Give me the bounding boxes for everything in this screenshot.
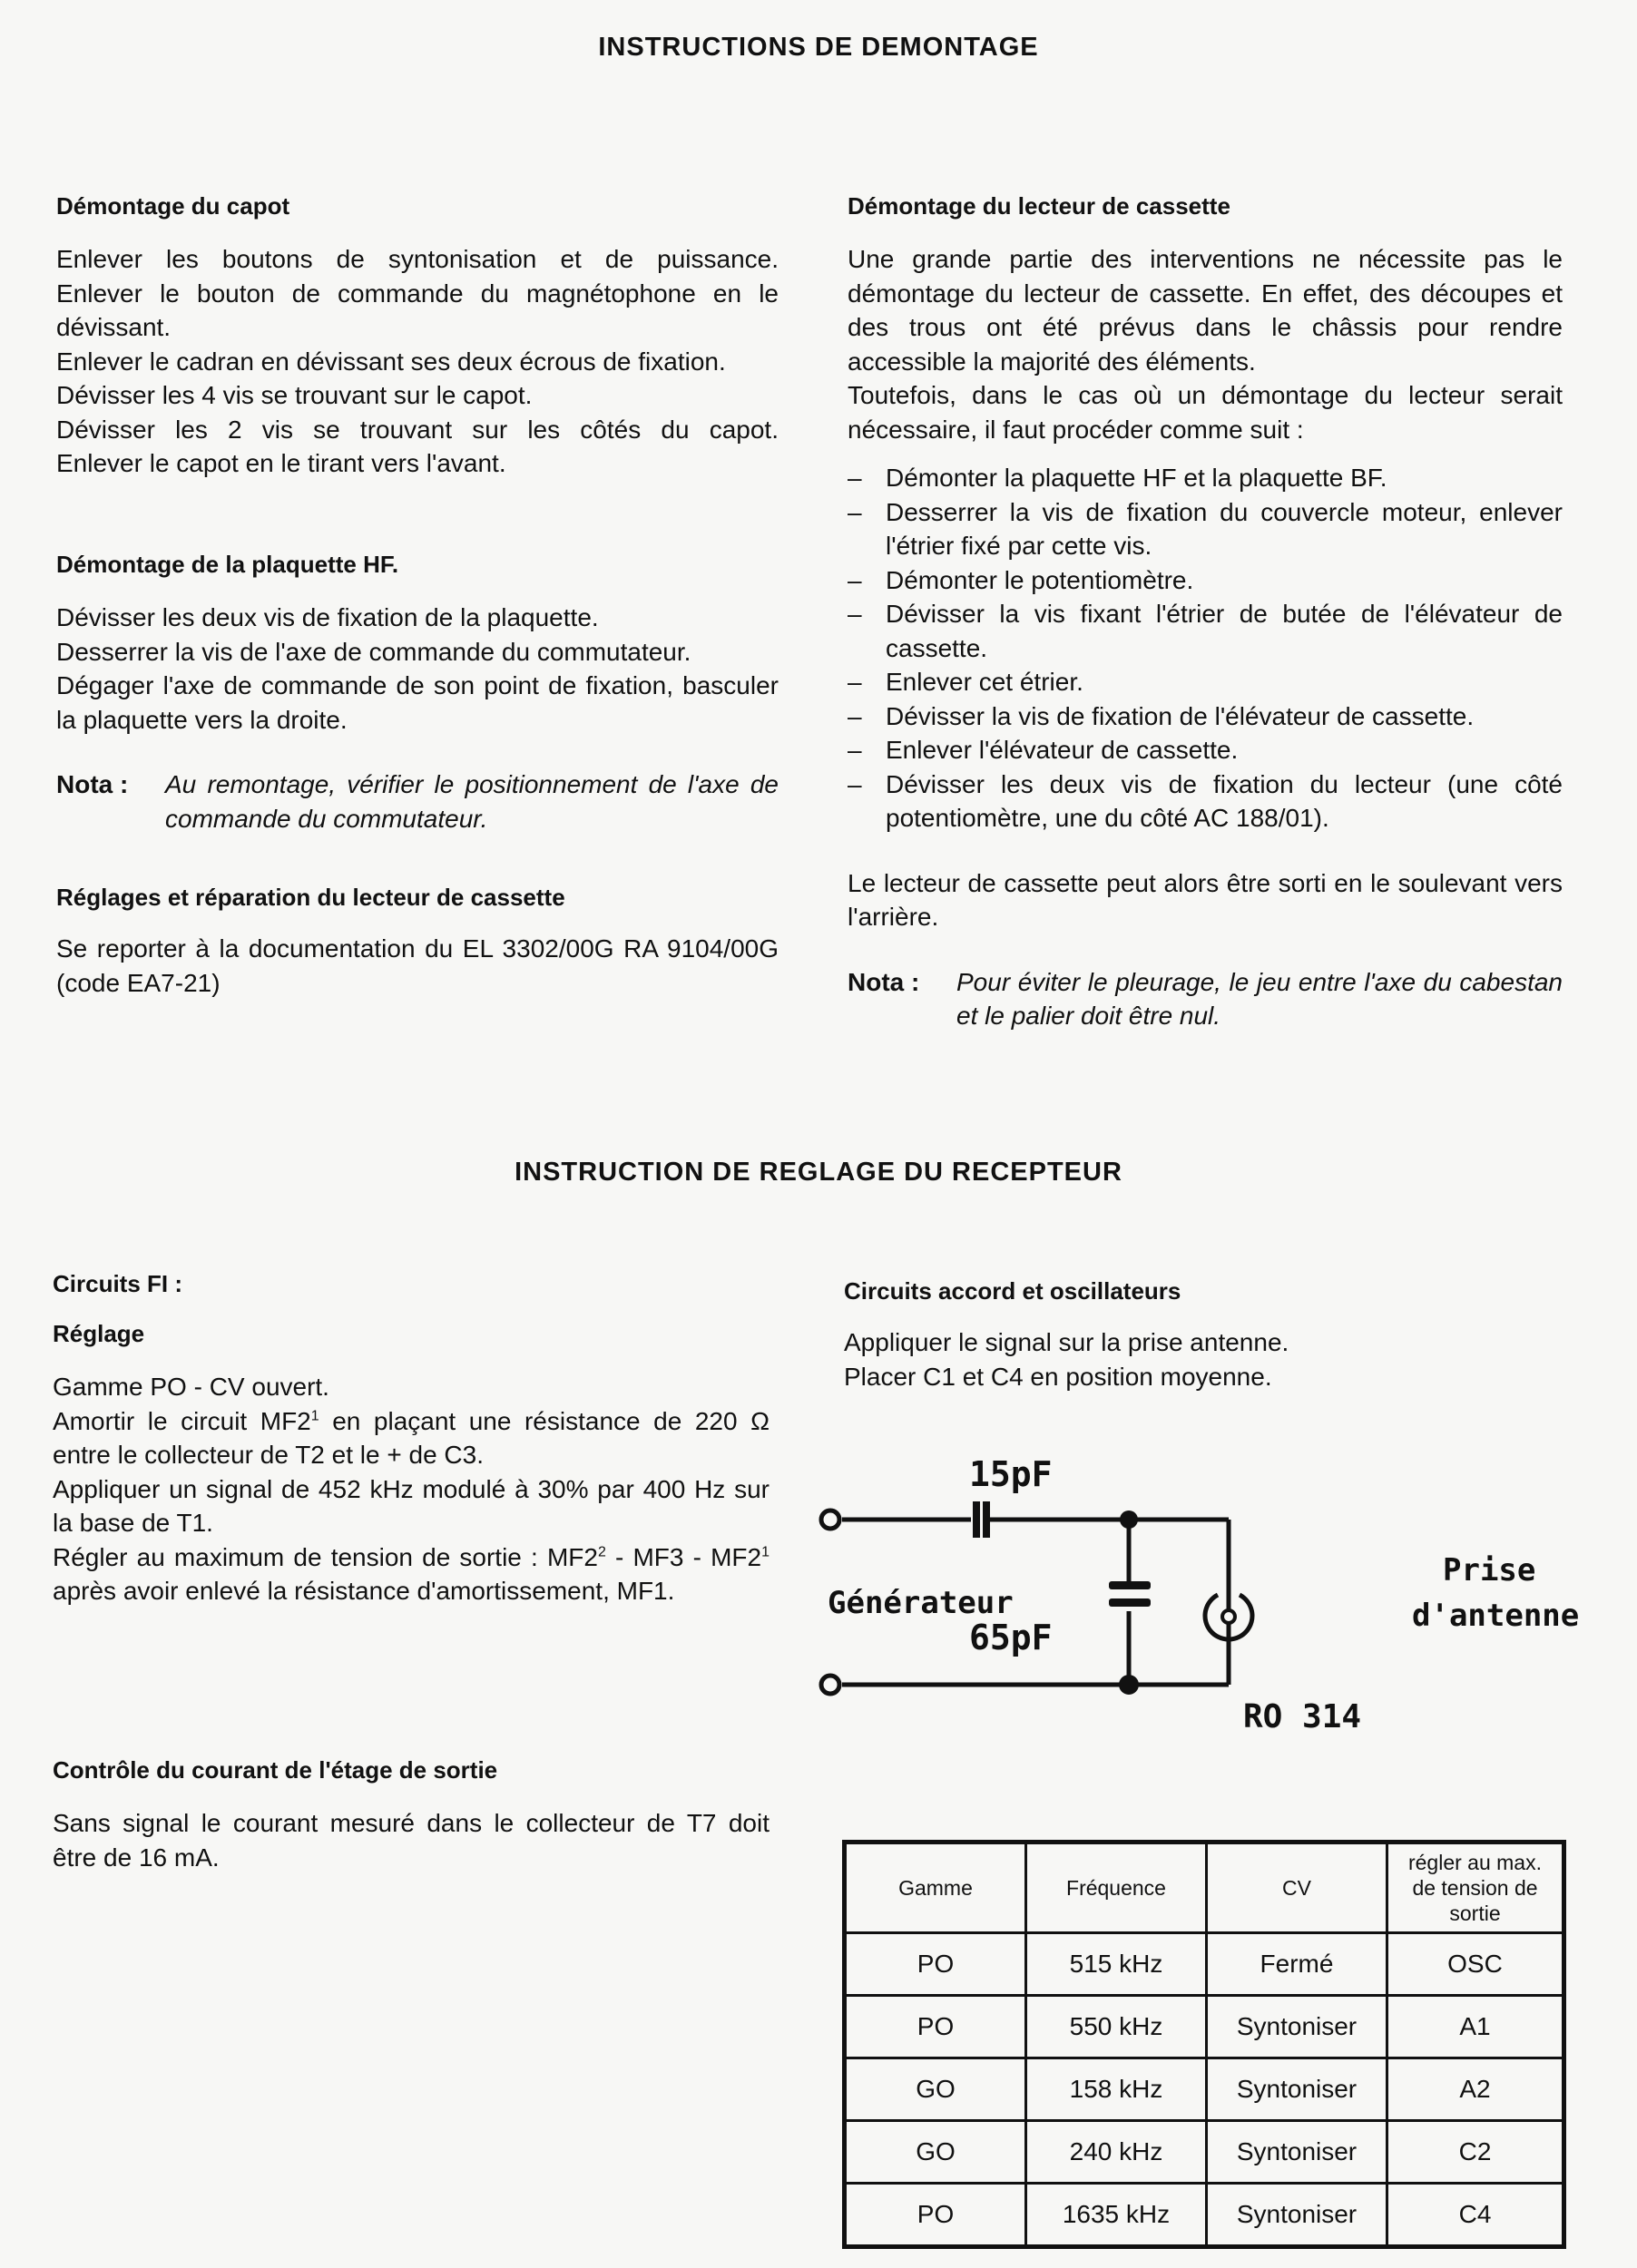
col-regler: régler au max. de tension de sortie xyxy=(1387,1843,1564,1933)
nota-label: Nota : xyxy=(56,770,129,798)
fi-line: Amortir le circuit $MF2^1$ en plaçant une résistance de 220 Ω entre le collecteur de T2 et le + de C3. xyxy=(53,1406,770,1469)
lecteur-outro: Le lecteur de cassette peut alors être sorti en le soulevant vers l'arrière. xyxy=(848,868,1563,931)
reglages-text: Se reporter à la documentation du EL 3302/00G RA 9104/00G (code EA7-21) xyxy=(56,934,779,997)
capot-text xyxy=(56,242,779,481)
page-title-demontage: INSTRUCTIONS DE DEMONTAGE xyxy=(598,33,1039,62)
terminal-icon xyxy=(821,1510,839,1529)
subheading-reglage: Réglage xyxy=(53,1320,145,1347)
generator-label: Générateur xyxy=(828,1585,1014,1621)
col-gamme: Gamme xyxy=(845,1843,1026,1933)
col-frequence: Fréquence xyxy=(1026,1843,1207,1933)
section-lecteur xyxy=(848,192,1563,1033)
lecteur-intro: Une grande partie des interventions ne nécessite pas le démontage du lecteur de cassette. En effet, des découpes et des trous ont été prévus dans le châssis pour rendre accessible la majorité des éléments. xyxy=(848,245,1563,376)
heading-lecteur: Démontage du lecteur de cassette xyxy=(848,192,1230,220)
fi-text xyxy=(53,1370,769,1608)
step-item: – Dévisser les deux vis de fixation du lecteur (une côté potentiomètre, une du côté AC 188/01). xyxy=(848,767,1563,836)
reglage-table xyxy=(842,1840,1566,2249)
nota-text: Au remontage, vérifier le positionnement de l'axe de commande du commutateur. xyxy=(165,770,779,833)
step-item: – Enlever l'élévateur de cassette. xyxy=(848,733,1563,767)
capacitor-icon xyxy=(973,1501,980,1538)
section-circuits-fi xyxy=(53,1270,769,1608)
circuit-diagram xyxy=(817,1433,1597,1760)
heading-accord: Circuits accord et oscillateurs xyxy=(844,1277,1181,1305)
capot-line: Enlever le capot en le tirant vers l'avant. xyxy=(56,449,506,477)
col-cv: CV xyxy=(1207,1843,1387,1933)
capacitor-icon xyxy=(1109,1581,1151,1589)
heading-circuits-fi: Circuits FI : xyxy=(53,1270,183,1297)
fi-line: Régler au maximum de tension de sortie : $MF2^2 - MF3 - MF2^1$ après avoir enlevé la résistance d'amortissement, MF1. xyxy=(53,1542,769,1605)
plaquette-line: Dégager l'axe de commande de son point de fixation, basculer la plaquette vers la droite. xyxy=(56,671,779,734)
table-row: PO 550 kHz Syntoniser A1 xyxy=(845,1996,1564,2058)
table-row: GO 158 kHz Syntoniser A2 xyxy=(845,2058,1564,2121)
capot-line: Enlever le bouton de commande du magnétophone en le dévissant. xyxy=(56,279,779,341)
section-capot xyxy=(56,192,779,481)
capot-line: Dévisser les 2 vis se trouvant sur les côtés du capot. xyxy=(56,415,779,444)
step-item: – Démonter la plaquette HF et la plaquette BF. xyxy=(848,461,1563,495)
accord-line: Placer C1 et C4 en position moyenne. xyxy=(844,1362,1272,1391)
table-header-row xyxy=(845,1843,1564,1933)
page-title-reglage: INSTRUCTION DE REGLAGE DU RECEPTEUR xyxy=(515,1158,1122,1187)
section-plaquette-hf xyxy=(56,551,779,836)
step-item: – Desserrer la vis de fixation du couvercle moteur, enlever l'étrier fixé par cette vis. xyxy=(848,495,1563,563)
courant-text: Sans signal le courant mesuré dans le collecteur de T7 doit être de 16 mA. xyxy=(53,1809,769,1872)
nota-label: Nota : xyxy=(848,967,920,996)
diagram-ref: RO 314 xyxy=(1243,1698,1362,1735)
fi-line: Gamme PO - CV ouvert. xyxy=(53,1373,329,1401)
step-item: – Démonter le potentiomètre. xyxy=(848,563,1563,598)
section-accord xyxy=(844,1277,1570,1393)
plaquette-line: Dévisser les deux vis de fixation de la plaquette. xyxy=(56,603,599,631)
table-row: PO 515 kHz Fermé OSC xyxy=(845,1933,1564,1996)
section-courant xyxy=(53,1756,769,1874)
heading-plaquette-hf: Démontage de la plaquette HF. xyxy=(56,551,399,578)
nota-plaquette xyxy=(56,767,779,836)
accord-line: Appliquer le signal sur la prise antenne. xyxy=(844,1328,1289,1356)
heading-capot: Démontage du capot xyxy=(56,192,290,220)
junction-dot xyxy=(1119,1675,1139,1695)
cap-shunt-label: 65pF xyxy=(969,1618,1053,1657)
capot-line: Dévisser les 4 vis se trouvant sur le capot. xyxy=(56,381,533,409)
plaquette-line: Desserrer la vis de l'axe de commande du commutateur. xyxy=(56,637,691,666)
nota-lecteur xyxy=(848,965,1563,1033)
nota-text: Pour éviter le pleurage, le jeu entre l'axe du cabestan et le palier doit être nul. xyxy=(956,967,1563,1030)
step-item: – Dévisser la vis fixant l'étrier de butée de l'élévateur de cassette. xyxy=(848,597,1563,665)
heading-reglages: Réglages et réparation du lecteur de cassette xyxy=(56,884,565,911)
terminal-icon xyxy=(821,1676,839,1694)
lecteur-intro2: Toutefois, dans le cas où un démontage du lecteur serait nécessaire, il faut procéder comme suit : xyxy=(848,381,1563,444)
junction-dot xyxy=(1120,1510,1138,1529)
jack-label-line2: d'antenne xyxy=(1412,1598,1580,1634)
section-reglages-lecteur xyxy=(56,884,779,1000)
accord-text xyxy=(844,1325,1570,1393)
table-row: GO 240 kHz Syntoniser C2 xyxy=(845,2121,1564,2184)
capot-line: Enlever les boutons de syntonisation et de puissance. xyxy=(56,245,779,273)
table-row: PO 1635 kHz Syntoniser C4 xyxy=(845,2184,1564,2247)
fi-line: Appliquer un signal de 452 kHz modulé à 30% par 400 Hz sur la base de T1. xyxy=(53,1474,769,1537)
capot-line: Enlever le cadran en dévissant ses deux écrous de fixation. xyxy=(56,347,726,376)
heading-courant: Contrôle du courant de l'étage de sortie xyxy=(53,1756,498,1784)
step-item: – Dévisser la vis de fixation de l'élévateur de cassette. xyxy=(848,699,1563,734)
jack-label-line1: Prise xyxy=(1443,1552,1536,1589)
lecteur-steps xyxy=(848,461,1563,836)
step-item: – Enlever cet étrier. xyxy=(848,665,1563,699)
cap-series-label: 15pF xyxy=(969,1454,1053,1494)
plaquette-hf-text xyxy=(56,601,779,737)
